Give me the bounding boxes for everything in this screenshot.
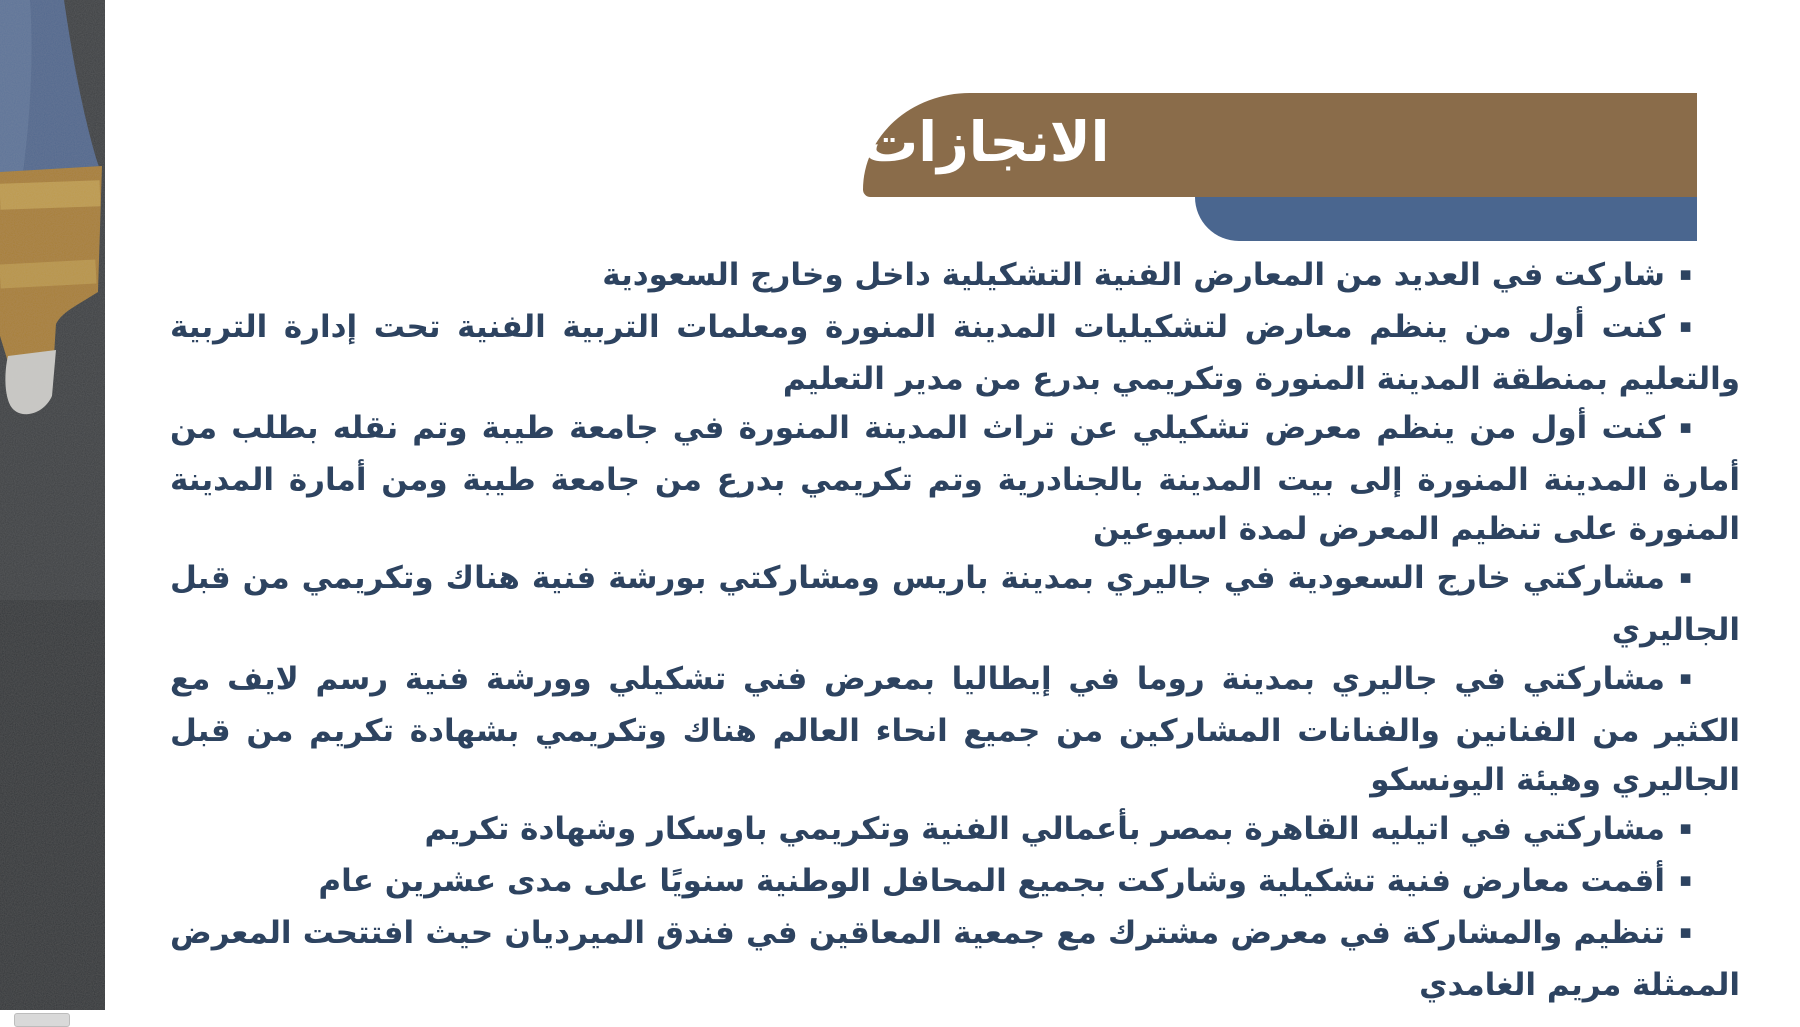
bullet-marker: ▪: [1678, 666, 1692, 689]
achievement-item: [170, 303, 1740, 404]
achievement-item: [170, 857, 1740, 909]
cropped-thumbnail: [14, 1013, 70, 1027]
achievement-text: أقمت معارض فنية تشكيلية وشاركت بجميع المحافل الوطنية سنويًا على مدى عشرين عام: [318, 863, 1665, 899]
title-banner: [863, 93, 1697, 197]
side-photo-image: [0, 0, 105, 1010]
achievement-text: مشاركتي في اتيليه القاهرة بمصر بأعمالي الفنية وتكريمي باوسكار وشهادة تكريم: [424, 811, 1665, 847]
bullet-marker: ▪: [1678, 314, 1692, 337]
achievement-text: مشاركتي في جاليري بمدينة روما في إيطاليا بمعرض فني تشكيلي وورشة فنية رسم لايف مع الكثير من الفنانين والفنانات المشاركين من جميع انحاء العالم هناك وتكريمي بشهادة تكريم من قبل الجاليري وهيئة اليونسكو: [170, 661, 1740, 798]
achievement-item: [170, 404, 1740, 554]
achievement-item: [170, 554, 1740, 655]
title-accent-bar: [1195, 197, 1697, 241]
bullet-marker: ▪: [1678, 415, 1692, 438]
achievement-text: كنت أول من ينظم معرض تشكيلي عن تراث المدينة المنورة في جامعة طيبة وتم نقله بطلب من أمارة المدينة المنورة إلى بيت المدينة بالجنادرية وتم تكريمي بدرع من جامعة طيبة ومن أمارة المدينة المنورة على تنظيم المعرض لمدة اسبوعين: [170, 410, 1740, 547]
bullet-marker: ▪: [1678, 262, 1692, 285]
bullet-marker: ▪: [1678, 920, 1692, 943]
achievement-text: كنت أول من ينظم معارض لتشكيليات المدينة المنورة ومعلمات التربية الفنية تحت إدارة التربية والتعليم بمنطقة المدينة المنورة وتكريمي بدرع من مدير التعليم: [170, 309, 1740, 397]
achievement-item: [170, 805, 1740, 857]
bullet-marker: ▪: [1678, 565, 1692, 588]
achievements-list: [170, 251, 1740, 1010]
page-title: الانجازات: [863, 109, 1110, 174]
achievement-item: [170, 251, 1740, 303]
bullet-marker: ▪: [1678, 816, 1692, 839]
bullet-marker: ▪: [1678, 868, 1692, 891]
achievement-text: شاركت في العديد من المعارض الفنية التشكيلية داخل وخارج السعودية: [602, 257, 1665, 293]
achievement-item: [170, 655, 1740, 805]
side-photo: [0, 0, 105, 1010]
achievement-item: [170, 909, 1740, 1010]
achievement-text: مشاركتي خارج السعودية في جاليري بمدينة باريس ومشاركتي بورشة فنية هناك وتكريمي من قبل الجاليري: [170, 560, 1740, 648]
achievement-text: تنظيم والمشاركة في معرض مشترك مع جمعية المعاقين في فندق الميرديان حيث افتتحت المعرض الممثلة مريم الغامدي: [170, 915, 1740, 1003]
